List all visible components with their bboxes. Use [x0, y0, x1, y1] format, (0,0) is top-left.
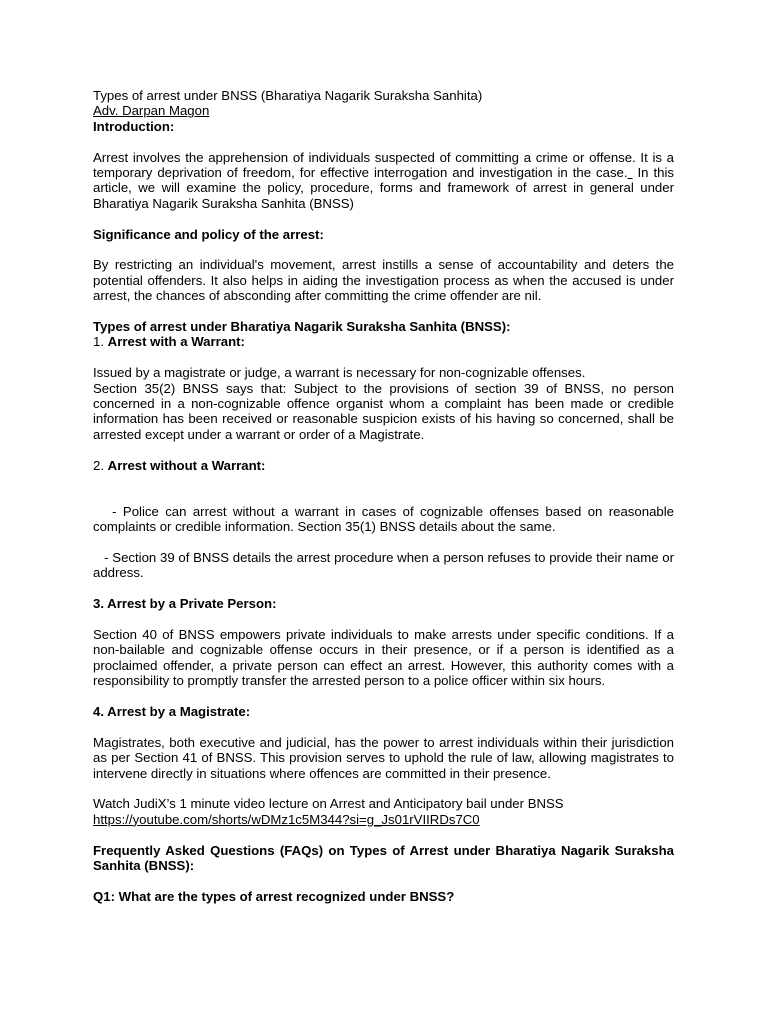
- significance-heading: Significance and policy of the arrest:: [93, 226, 324, 242]
- type1-paragraph-1: Issued by a magistrate or judge, a warrant is necessary for non-cognizable offenses.: [93, 365, 586, 381]
- type4-heading: 4. Arrest by a Magistrate:: [93, 704, 251, 720]
- type2-title: Arrest without a Warrant:: [107, 457, 266, 473]
- author-name: Adv. Darpan Magon: [93, 103, 210, 119]
- type2-heading: [93, 458, 674, 473]
- type2-bullet-2: [93, 550, 674, 581]
- type3-heading: 3. Arrest by a Private Person:: [93, 596, 277, 612]
- type2-number: 2.: [93, 457, 104, 473]
- video-text: Watch JudiX’s 1 minute video lecture on Arrest and Anticipatory bail under BNSS: [93, 796, 564, 812]
- significance-paragraph: By restricting an individual's movement, arrest instills a sense of accountability and deters the potential offenders. It also helps in aiding the investigation process as when the accused is under arrest, the chances of absconding after committing the crime offender are nil.: [93, 257, 674, 304]
- intro-text-a: Arrest involves the apprehension of individuals suspected of committing a crime or offense. It is a temporary deprivation of freedom, for effective interrogation and investigation in the case.: [93, 149, 674, 181]
- faq-question-1: Q1: What are the types of arrest recognized under BNSS?: [93, 888, 455, 904]
- intro-heading: Introduction:: [93, 118, 175, 134]
- type1-heading: [93, 334, 674, 349]
- intro-underlined-space: [628, 165, 633, 180]
- intro-text-b: In this article, we will examine the policy, procedure, forms and framework of arrest in general under Bharatiya Nagarik Suraksha Sanhita (BNSS): [93, 165, 674, 211]
- type3-paragraph: Section 40 of BNSS empowers private individuals to make arrests under specific conditions. If a non-bailable and cognizable offense occurs in their presence, or if a person is identified as a proclaimed offender, a private person can effect an arrest. However, this authority comes with a responsibility to promptly transfer the arrested person to a police officer within six hours.: [93, 627, 674, 689]
- type1-title: Arrest with a Warrant:: [107, 334, 245, 350]
- video-link[interactable]: https://youtube.com/shorts/wDMz1c5M344?si=g_Js01rVIIRDs7C0: [93, 811, 480, 827]
- type1-paragraph-2: Section 35(2) BNSS says that: Subject to the provisions of section 39 of BNSS, no person concerned in a non-cognizable offence organist whom a complaint has been made or credible information has been received or reasonable suspicion exists of his having so concerned, shall be arrested except under a warrant or order of a Magistrate.: [93, 380, 674, 442]
- type4-paragraph: Magistrates, both executive and judicial, has the power to arrest individuals within their jurisdiction as per Section 41 of BNSS. This provision serves to uphold the rule of law, allowing magistrates to intervene directly in situations where offences are committed in their presence.: [93, 734, 674, 781]
- document-title: Types of arrest under BNSS (Bharatiya Nagarik Suraksha Sanhita): [93, 88, 483, 103]
- types-heading: Types of arrest under Bharatiya Nagarik Suraksha Sanhita (BNSS):: [93, 319, 511, 335]
- type1-number: 1.: [93, 334, 104, 350]
- faq-heading: Frequently Asked Questions (FAQs) on Types of Arrest under Bharatiya Nagarik Suraksha Sanhita (BNSS):: [93, 842, 674, 874]
- intro-paragraph: [93, 150, 674, 212]
- type2-bullet-2-text: - Section 39 of BNSS details the arrest procedure when a person refuses to provide their name or address.: [93, 550, 674, 581]
- type2-bullet-1: [93, 504, 674, 535]
- type2-bullet-1-text: - Police can arrest without a warrant in cases of cognizable offenses based on reasonable complaints or credible information. Section 35(1) BNSS details about the same.: [93, 503, 675, 535]
